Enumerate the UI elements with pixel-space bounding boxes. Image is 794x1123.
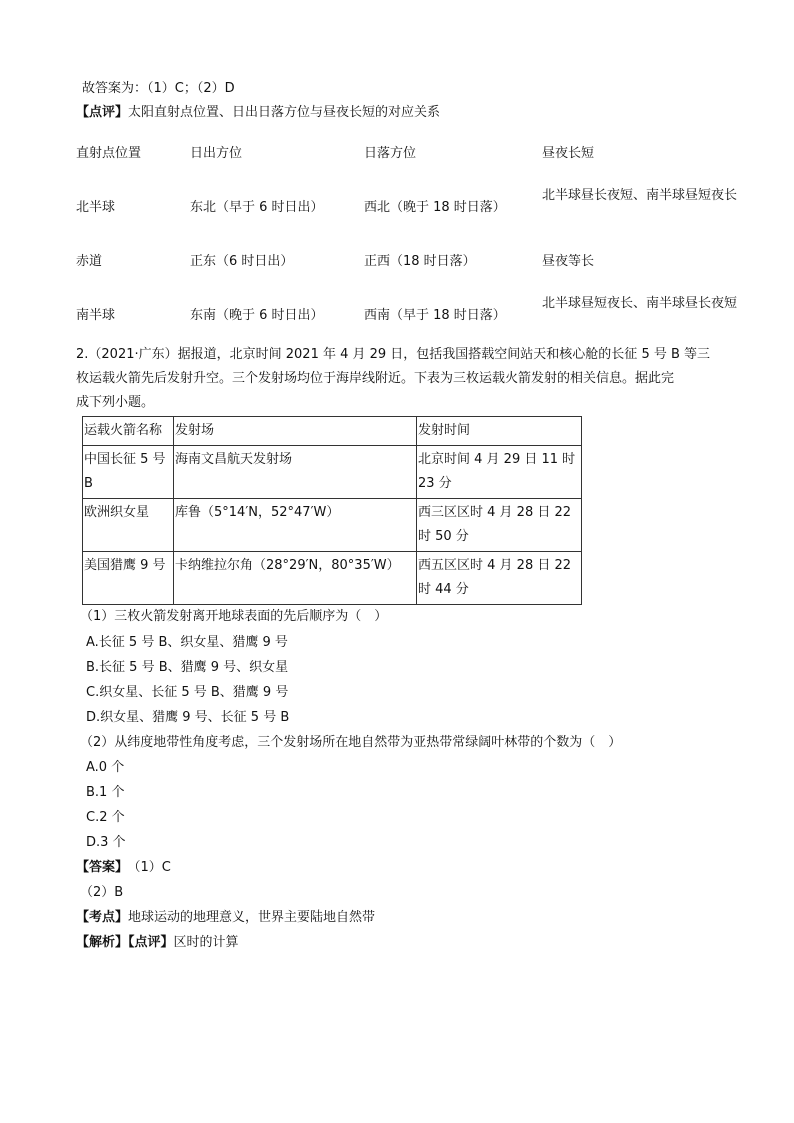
table-cell: 西五区区时 4 月 28 日 22 时 44 分 [417,552,582,605]
table-cell: 东南（晚于 6 时日出） [190,308,324,323]
kaodian-line [76,909,375,927]
review-heading [76,104,440,122]
option-item: D.3 个 [86,835,126,850]
table-cell: 正西（18 时日落） [364,254,476,269]
header-cell: 直射点位置 [76,146,142,161]
table-cell: 北半球昼短夜长、南半球昼长夜短 [542,296,738,311]
launch-table [82,416,582,605]
option-item: C.织女星、长征 5 号 B、猎鹰 9 号 [86,685,289,700]
jiexi-text: 区时的计算 [173,935,239,950]
table-row [83,499,582,552]
sub-question-1-stem: （1）三枚火箭发射离开地球表面的先后顺序为（ ） [80,609,388,624]
review-tag-2: 【点评】 [128,935,174,950]
table-row [83,446,582,499]
jiexi-line [76,934,239,952]
previous-answer: 故答案为：（1）C；（2）D [82,81,235,96]
answer-line [76,859,171,877]
review-text: 太阳直射点位置、日出日落方位与昼夜长短的对应关系 [128,105,441,120]
option-item: A.0 个 [86,760,125,775]
header-cell: 发射场 [174,417,417,446]
answer-value: （1）C [134,860,171,875]
table-cell: 库鲁（5°14′N，52°47′W） [174,499,417,552]
kaodian-tag: 【考点】 [76,910,129,925]
option-item: B.1 个 [86,785,125,800]
table-cell: 海南文昌航天发射场 [174,446,417,499]
table-cell: 美国猎鹰 9 号 [83,552,174,605]
header-cell: 日落方位 [364,146,417,161]
header-cell: 运载火箭名称 [83,417,174,446]
table-cell: 欧洲织女星 [83,499,174,552]
kaodian-text: 地球运动的地理意义，世界主要陆地自然带 [128,910,376,925]
table-cell: 北半球昼长夜短、南半球昼短夜长 [542,188,738,203]
table-header-row [83,417,582,446]
table-cell: 北半球 [76,200,116,215]
table-cell: 赤道 [76,254,103,269]
table-cell: 东北（早于 6 时日出） [190,200,324,215]
table-cell: 中国长征 5 号 B [83,446,174,499]
table-cell: 南半球 [76,308,116,323]
header-cell: 发射时间 [417,417,582,446]
jiexi-tag: 【解析】 [76,935,129,950]
table-cell: 北京时间 4 月 29 日 11 时 23 分 [417,446,582,499]
header-cell: 昼夜长短 [542,146,595,161]
option-item: D.织女星、猎鹰 9 号、长征 5 号 B [86,710,290,725]
question-intro-line: 2.（2021·广东）据报道，北京时间 2021 年 4 月 29 日，包括我国搭载空间站天和核心舱的长征 5 号 B 等三 [76,347,711,362]
table-cell: 西南（早于 18 时日落） [364,308,506,323]
table-cell: 卡纳维拉尔角（28°29′N，80°35′W） [174,552,417,605]
answer-tag: 【答案】 [76,860,129,875]
table-cell: 昼夜等长 [542,254,595,269]
option-item: B.长征 5 号 B、猎鹰 9 号、织女星 [86,660,289,675]
table-cell: 正东（6 时日出） [190,254,294,269]
table-cell: 西北（晚于 18 时日落） [364,200,506,215]
review-tag: 【点评】 [76,105,129,120]
sub-question-2-stem: （2）从纬度地带性角度考虑，三个发射场所在地自然带为亚热带常绿阔叶林带的个数为（ ） [80,735,622,750]
table-row [83,552,582,605]
question-intro-line: 成下列小题。 [76,395,155,410]
option-item: A.长征 5 号 B、织女星、猎鹰 9 号 [86,635,288,650]
table-cell: 西三区区时 4 月 28 日 22 时 50 分 [417,499,582,552]
option-item: C.2 个 [86,810,125,825]
question-intro-line: 枚运载火箭先后发射升空。三个发射场均位于海岸线附近。下表为三枚运载火箭发射的相关信息。据此完 [76,371,675,386]
header-cell: 日出方位 [190,146,243,161]
answer-value-2: （2）B [80,885,124,900]
